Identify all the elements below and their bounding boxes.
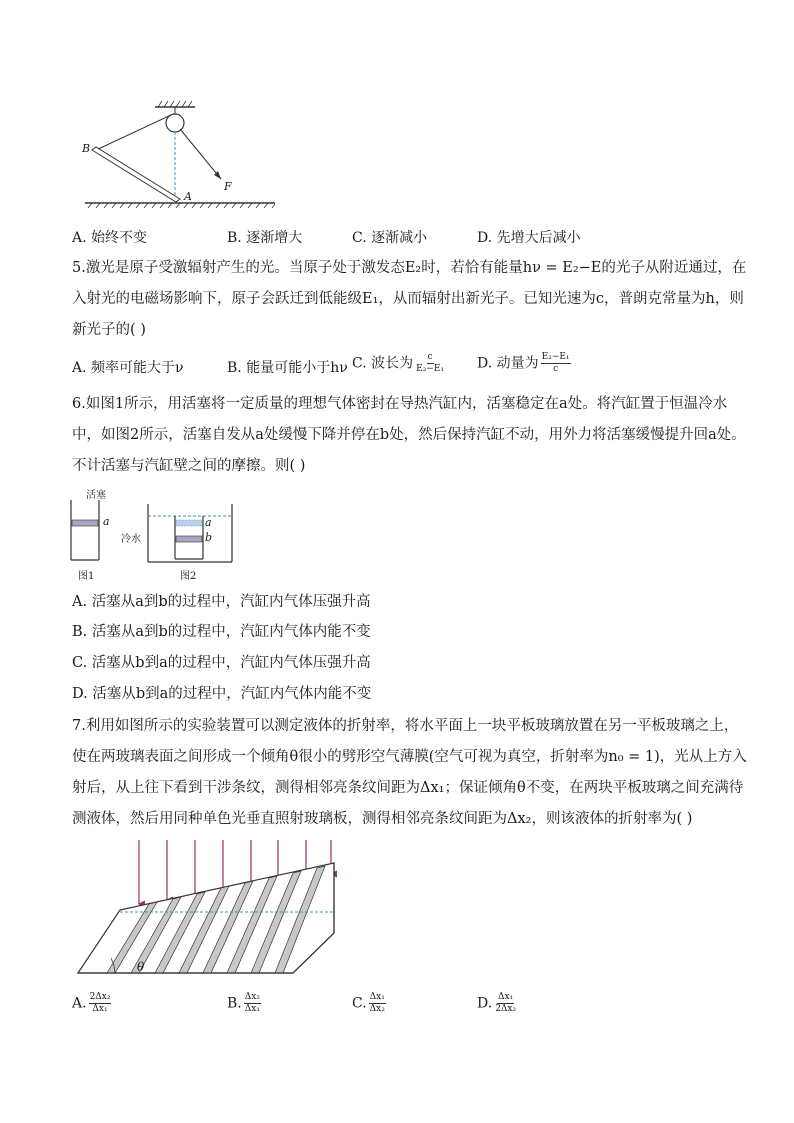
q5-stem-line-2: 入射光的电磁场影响下，原子会跃迁到低能级E₁，从而辐射出新光子。已知光速为c，普朗克常量为h，则	[72, 291, 744, 307]
label-cold-water: 冷水	[121, 534, 141, 545]
q6-option-c[interactable]: C. 活塞从b到a的过程中，汽缸内气体压强升高	[72, 655, 371, 671]
q6-option-a[interactable]: A. 活塞从a到b的过程中，汽缸内气体压强升高	[72, 594, 371, 610]
q5-stem-line-3: 新光子的( )	[72, 322, 146, 338]
q5-option-b[interactable]: B. 能量可能小于hν	[227, 360, 348, 376]
q7-option-d[interactable]	[477, 992, 519, 1015]
q7-option-a[interactable]	[72, 992, 113, 1015]
q7-stem-line-1: 7.利用如图所示的实验装置可以测定液体的折射率，将水平面上一块平板玻璃放置在另一平板玻璃之上，	[72, 718, 739, 734]
q5-option-c[interactable]	[352, 352, 447, 375]
q4-option-c[interactable]: C. 逐渐减小	[352, 230, 428, 246]
q5-option-d-prefix: D. 动量为	[477, 355, 539, 372]
label-a-fig1: a	[103, 515, 110, 528]
fraction-numerator: Δx₁	[369, 992, 385, 1002]
q6-option-b[interactable]: B. 活塞从a到b的过程中，汽缸内气体内能不变	[72, 624, 371, 640]
q6-stem-line-2: 中，如图2所示，活塞自发从a处缓慢下降并停在b处，然后保持汽缸不动，用外力将活塞缓慢提升回a处。	[72, 427, 746, 443]
q7-option-b[interactable]	[227, 992, 263, 1015]
q6-stem-line-3: 不计活塞与汽缸壁之间的摩擦。则( )	[72, 458, 306, 474]
fraction	[89, 992, 112, 1015]
q7-stem-line-4: 测液体，然后用同种单色光垂直照射玻璃板，测得相邻亮条纹间距为Δx₂，则该液体的折射率为( )	[72, 811, 693, 827]
cylinder-figure-1	[68, 498, 108, 564]
cylinder-figure-2	[145, 502, 235, 564]
q4-option-d[interactable]: D. 先增大后减小	[477, 230, 581, 246]
fraction-denominator: Δx₁	[244, 1004, 260, 1014]
fraction-numerator: 2Δx₂	[89, 992, 111, 1002]
fraction-numerator: c	[427, 352, 433, 362]
label-b-fig2: b	[205, 531, 213, 544]
label-fig1: 图1	[78, 571, 95, 582]
q7-option-d-prefix: D.	[477, 995, 493, 1012]
label-piston: 活塞	[86, 490, 106, 501]
q5-option-c-prefix: C. 波长为	[352, 355, 414, 372]
label-F: F	[224, 180, 232, 193]
q7-option-b-prefix: B.	[227, 995, 242, 1012]
fraction	[494, 992, 517, 1015]
q6-stem-line-1: 6.如图1所示，用活塞将一定质量的理想气体密封在导热汽缸内，活塞稳定在a处。将汽缸置于恒温冷水	[72, 396, 728, 412]
q7-option-c-prefix: C.	[352, 995, 367, 1012]
q7-stem-line-3: 射后，从上往下看到干涉条纹，测得相邻亮条纹间距为Δx₁；保证倾角θ不变，在两块平板玻璃之间充满待	[72, 780, 744, 796]
fraction-denominator: Δx₂	[369, 1004, 385, 1014]
fraction	[369, 992, 386, 1015]
q7-option-c[interactable]	[352, 992, 388, 1015]
fraction	[541, 352, 571, 375]
fraction-numerator: Δx₂	[244, 992, 260, 1002]
label-B: B	[82, 142, 91, 155]
q4-option-a[interactable]: A. 始终不变	[72, 230, 148, 246]
fraction-numerator: Δx₁	[498, 992, 514, 1002]
rod-pulley-figure	[80, 95, 280, 215]
fraction	[244, 992, 261, 1015]
q5-stem-line-1: 5.激光是原子受激辐射产生的光。当原子处于激发态E₂时，若恰有能量hν = E₂−E的光子从附近通过，在	[72, 260, 747, 276]
fraction-denominator: c	[553, 364, 559, 374]
q4-option-b[interactable]: B. 逐渐增大	[227, 230, 303, 246]
fraction-denominator: 2Δx₂	[495, 1004, 517, 1014]
q6-option-d[interactable]: D. 活塞从b到a的过程中，汽缸内气体内能不变	[72, 686, 372, 702]
fraction-denominator: Δx₁	[92, 1004, 108, 1014]
fraction-denominator: E₂−E₁	[416, 364, 445, 374]
label-a-fig2: a	[205, 516, 212, 529]
fraction-numerator: E₂−E₁	[541, 352, 570, 362]
q5-option-a[interactable]: A. 频率可能大于ν	[72, 360, 184, 376]
label-fig2: 图2	[180, 571, 197, 582]
label-theta: θ	[137, 960, 145, 974]
wedge-interference-figure	[75, 838, 345, 978]
fraction	[415, 352, 445, 375]
q7-option-a-prefix: A.	[72, 995, 87, 1012]
q5-option-d[interactable]	[477, 352, 573, 375]
q7-stem-line-2: 使在两玻璃表面之间形成一个倾角θ很小的劈形空气薄膜(空气可视为真空，折射率为n₀ = 1)，光从上方入	[72, 749, 747, 765]
label-A: A	[184, 190, 192, 203]
